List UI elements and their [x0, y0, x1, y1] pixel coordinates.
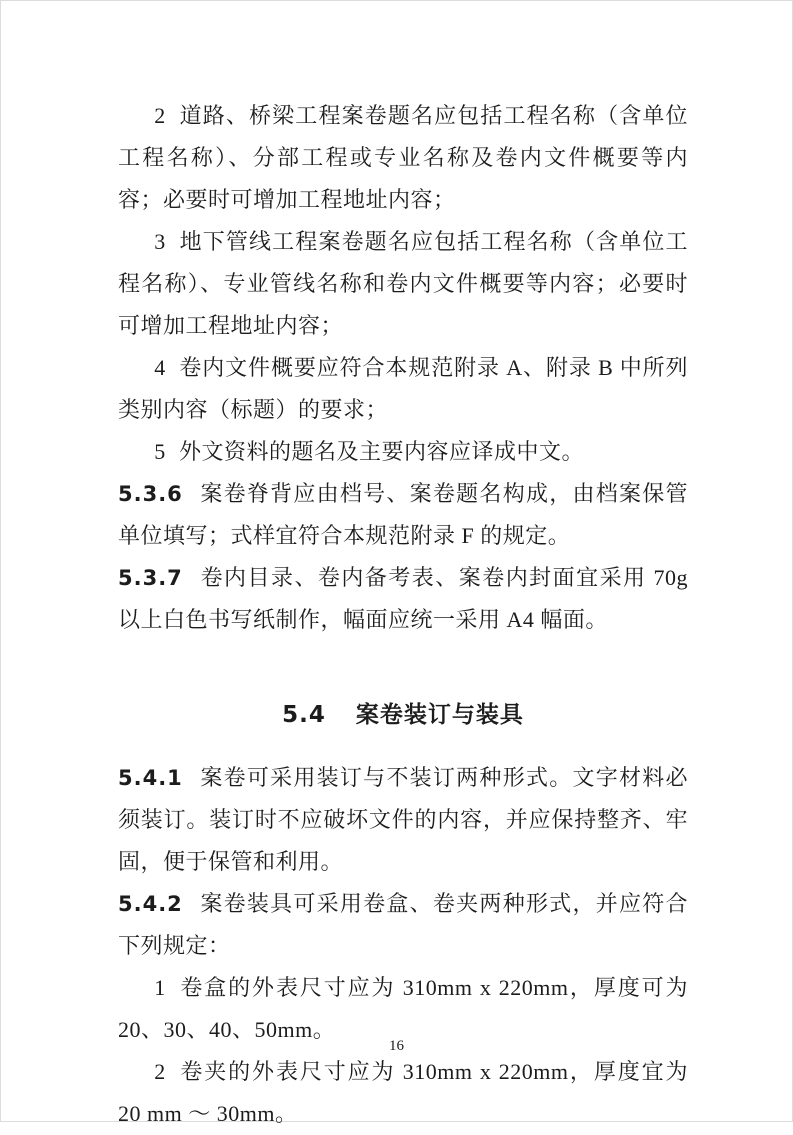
list-item-number: 2 — [154, 103, 166, 128]
clause-number: 5.3.7 — [118, 566, 183, 590]
list-item-number: 3 — [154, 229, 166, 254]
list-item-underground-pipeline — [118, 221, 688, 347]
clause-number: 5.4.2 — [118, 892, 183, 916]
clause-5-4-1 — [118, 757, 688, 883]
clause-number: 5.4.1 — [118, 766, 183, 790]
page-number: 16 — [389, 1038, 404, 1054]
clause-5-3-6 — [118, 473, 688, 557]
list-item-foreign-material — [118, 431, 688, 473]
list-item-number: 4 — [154, 355, 166, 380]
section-heading-5-4 — [118, 694, 688, 736]
list-item-number: 2 — [154, 1059, 166, 1084]
list-item-number: 5 — [154, 439, 166, 464]
section-number: 5.4 — [282, 702, 326, 728]
list-item-text: 地下管线工程案卷题名应包括工程名称（含单位工程名称）、专业管线名称和卷内文件概要等内容；必要时可增加工程地址内容； — [118, 229, 688, 338]
clause-number: 5.3.6 — [118, 482, 183, 506]
list-item-text: 卷内文件概要应符合本规范附录 A、附录 B 中所列类别内容（标题）的要求； — [118, 355, 688, 422]
list-item-text: 卷盒的外表尺寸应为 310mm x 220mm，厚度可为 20、30、40、50mm。 — [118, 975, 688, 1042]
clause-text: 案卷装具可采用卷盒、卷夹两种形式，并应符合下列规定： — [118, 891, 688, 958]
clause-5-4-2 — [118, 883, 688, 967]
section-title: 案卷装订与装具 — [355, 702, 524, 728]
clause-5-3-7 — [118, 557, 688, 641]
list-item-file-summary — [118, 347, 688, 431]
list-item-text: 道路、桥梁工程案卷题名应包括工程名称（含单位工程名称）、分部工程或专业名称及卷内文件概要等内容；必要时可增加工程地址内容； — [118, 103, 688, 212]
clause-text: 案卷可采用装订与不装订两种形式。文字材料必须装订。装订时不应破坏文件的内容，并应保持整齐、牢固，便于保管和利用。 — [118, 765, 688, 874]
clause-text: 卷内目录、卷内备考表、案卷内封面宜采用 70g 以上白色书写纸制作，幅面应统一采用 A4 幅面。 — [118, 565, 688, 632]
list-item-text: 卷夹的外表尺寸应为 310mm x 220mm，厚度宜为 20 mm ～ 30mm。 — [118, 1059, 688, 1126]
list-item-road-bridge — [118, 95, 688, 221]
page-footer — [0, 1036, 793, 1056]
list-item-text: 外文资料的题名及主要内容应译成中文。 — [178, 439, 584, 464]
list-item-number: 1 — [154, 975, 166, 1000]
clause-text: 案卷脊背应由档号、案卷题名构成，由档案保管单位填写；式样宜符合本规范附录 F 的规定。 — [118, 481, 688, 548]
list-item-folder-size — [118, 1051, 688, 1135]
